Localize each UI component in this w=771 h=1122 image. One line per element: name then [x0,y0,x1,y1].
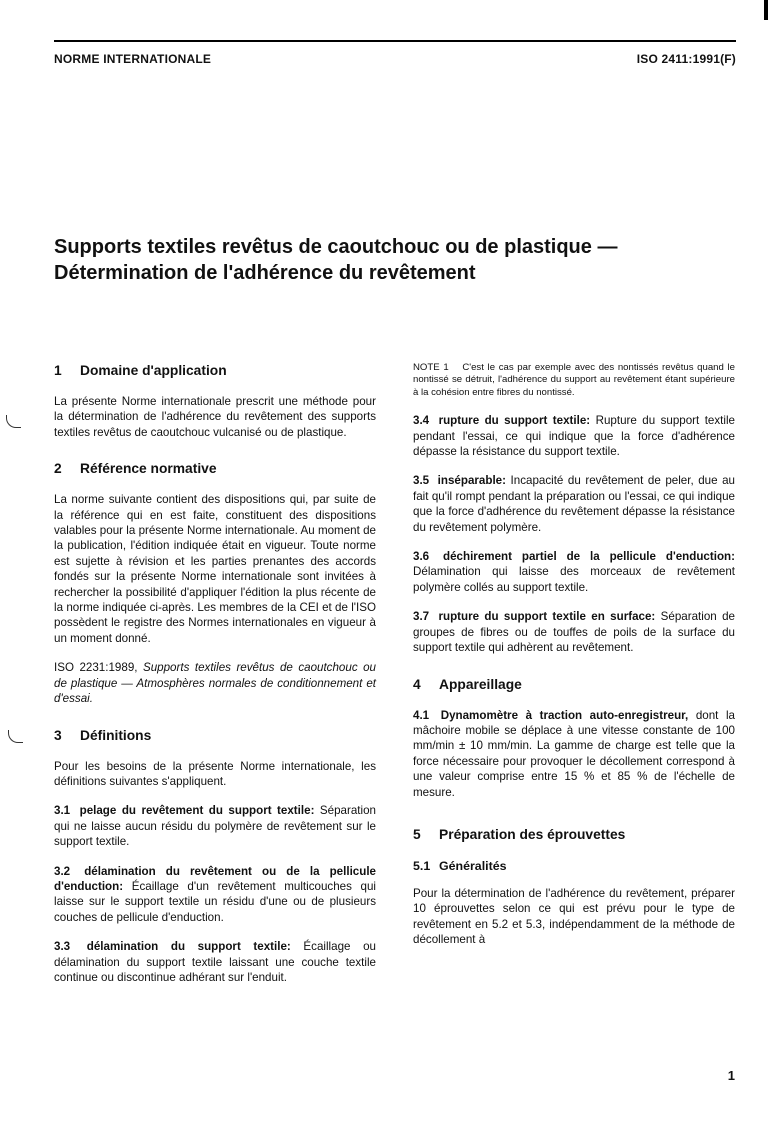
definition-text: Séparation de groupes de fibres ou de touffes de poils de la surface du support textile qui adhèrent au revêtement. [413,610,735,655]
section-number: 2 [54,461,62,477]
section-number: 4 [413,676,421,692]
defined-term: inséparable: [437,474,506,488]
clause-number: 3.6 [413,550,430,564]
section-title: Appareillage [439,676,522,692]
subsection-title: Généralités [439,858,507,873]
definition-3-3 [54,939,376,985]
document-title [54,234,734,286]
definition-3-6 [413,549,735,595]
note-text: C'est le cas par exemple avec des nontissés revêtus quand le nontissé se détruit, l'adhérence du support au revêtement étant supérieure à la cohésion entre fibres du nontissé. [413,362,735,398]
margin-mark [8,730,23,743]
section-heading-definitions [54,727,376,745]
definition-text: Écaillage d'un revêtement multicouches qui laisse sur le support textile un résidu d'une ou de plusieurs couches de pellicule d'enduction. [54,879,376,924]
reference-title: Supports textiles revêtus de caoutchouc ou de plastique — Atmosphères normales de conditionnement et d'essai. [54,661,377,706]
scan-edge-mark [764,0,768,20]
defined-term: délamination du support textile: [86,940,291,954]
section-heading-apparatus [413,676,735,694]
apparatus-4-1 [413,708,735,800]
definition-3-4 [413,413,735,459]
apparatus-text: dont la mâchoire mobile se déplace à une vitesse constante de 100 mm/min ± 10 mm/min. La gamme de charge est telle que la force nécessaire pour provoquer le décollement correspond à une valeur comprise entre 15 % et 85 % de l'échelle de mesure. [413,708,735,799]
reference-code: ISO 2231:1989, [54,661,138,675]
section-title: Préparation des éprouvettes [439,826,626,842]
definition-3-2 [54,864,376,926]
paragraph: La présente Norme internationale prescrit une méthode pour la détermination de l'adhérence du revêtement des supports textiles revêtus de caoutchouc vulcanisé ou de plastique. [54,395,376,439]
section-title: Domaine d'application [80,363,227,378]
subsection-heading-general [413,858,735,874]
header-standard-type: NORME INTERNATIONALE [54,52,212,66]
clause-number: 3.3 [54,940,71,954]
clause-number: 3.2 [54,864,71,878]
clause-number: 3.4 [413,414,430,428]
defined-term: pelage du revêtement du support textile: [79,804,315,818]
page-number: 1 [727,1068,735,1083]
section-number: 5 [413,826,421,842]
section-number: 3 [54,727,62,743]
section-title: Référence normative [80,461,217,477]
defined-term: délamination du revêtement ou de la pellicule d'enduction: [54,864,376,893]
definition-3-7 [413,609,735,655]
header-rule [54,40,736,42]
note-label: NOTE 1 [413,362,449,373]
right-column [413,362,735,962]
clause-number: 3.1 [54,804,71,818]
clause-number: 3.7 [413,610,430,624]
definition-text: Délamination qui laisse des morceaux de revêtement polymère collés au support textile. [413,565,735,594]
defined-term: déchirement partiel de la pellicule d'enduction: [443,550,735,564]
clause-number: 3.5 [413,474,430,488]
left-column [54,362,376,999]
title-line-1: Supports textiles revêtus de caoutchouc ou de plastique — [54,236,618,258]
paragraph: Pour la détermination de l'adhérence du revêtement, préparer 10 éprouvettes selon ce qui est prévu pour le type de revêtement en 5.2 et 5.3, indépendamment de la méthode de décollement à [413,886,735,947]
section-heading-scope [54,362,376,380]
header-standard-number: ISO 2411:1991(F) [636,52,736,66]
definition-text: Écaillage ou délamination du support textile laissant une couche textile continue ou discontinue adhérant sur l'enduit. [54,940,376,984]
definition-3-5 [413,473,735,535]
definition-text: Incapacité du revêtement de peler, due au fait qu'il rompt pendant la préparation ou l'essai, ce qui indique que la force d'adhérence du revêtement dépasse la résistance du revêtement polymère. [413,474,735,534]
section-heading-specimen-preparation [413,826,735,844]
apparatus-name: Dynamomètre à traction auto-enregistreur, [440,708,689,722]
title-line-2: Détermination de l'adhérence du revêtement [54,262,476,284]
clause-number: 4.1 [413,708,430,722]
definition-text: Rupture du support textile pendant l'essai, ce qui indique que la force d'adhérence dépasse la résistance du support textile. [413,414,735,459]
paragraph: La norme suivante contient des dispositions qui, par suite de la référence qui en est faite, constituent des dispositions valables pour la présente Norme internationale. Au moment de la publication, l'édition indiquée était en vigueur. Toute norme est sujette à révision et les parties prenantes des accords fondés sur la présente Norme internationale sont invitées à rechercher la possibilité d'appliquer l'édition la plus récente de la norme indiquée ci-après. Les membres de la CEI et de l'ISO possèdent le registre des Normes internationales en vigueur à un moment donné. [54,493,376,645]
paragraph: Pour les besoins de la présente Norme internationale, les définitions suivantes s'appliquent. [54,759,376,788]
definition-text: Séparation qui ne laisse aucun résidu du polymère de revêtement sur le support textile. [54,804,376,849]
normative-reference-entry [54,660,376,706]
subsection-number: 5.1 [413,858,431,873]
defined-term: rupture du support textile: [438,414,591,428]
note-1 [413,362,735,399]
defined-term: rupture du support textile en surface: [438,610,656,624]
section-heading-normative-reference [54,460,376,478]
definition-3-1 [54,803,376,849]
section-title: Définitions [80,727,152,743]
margin-mark [6,415,21,428]
section-number: 1 [54,363,62,378]
